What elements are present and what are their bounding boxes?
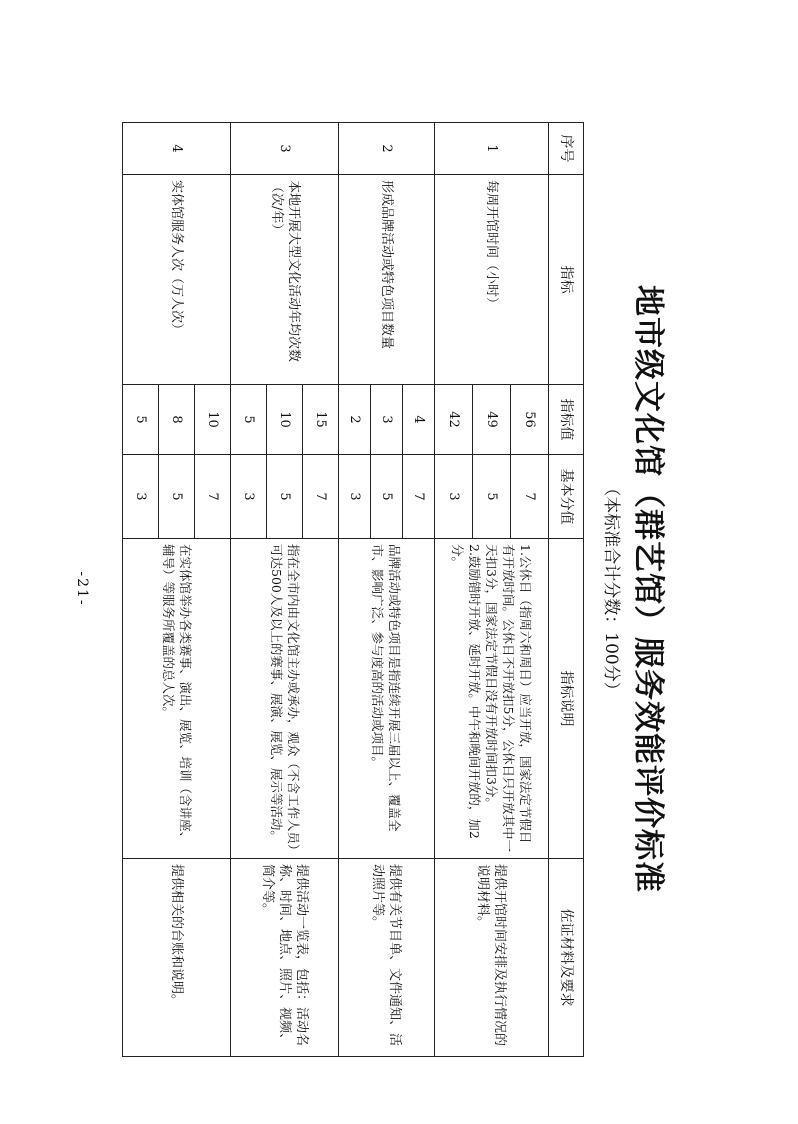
cell-value: 5 (123, 385, 159, 455)
cell-evidence: 提供有关节目单、文件通知、活动照片等。 (339, 859, 434, 1057)
table-row (510, 123, 548, 1057)
cell-score: 7 (402, 455, 434, 539)
cell-description: 品牌活动或特色项目是指连续开展三届以上、覆盖全市、影响广泛、参与度高的活动或项目。 (339, 539, 434, 859)
cell-score: 3 (339, 455, 371, 539)
header-target-value: 指标值 (549, 385, 584, 455)
cell-seq: 2 (339, 123, 434, 175)
cell-value: 8 (159, 385, 195, 455)
cell-score: 3 (434, 455, 472, 539)
cell-evidence: 提供活动一览表，包括：活动名称、时间、地点、照片、视频、简介等。 (231, 859, 339, 1057)
cell-seq: 4 (123, 123, 231, 175)
cell-value: 10 (195, 385, 231, 455)
header-seq: 序号 (549, 123, 584, 175)
cell-score: 7 (303, 455, 339, 539)
table-row (303, 123, 339, 1057)
cell-evidence: 提供相关的台账和说明。 (123, 859, 231, 1057)
table-row (402, 123, 434, 1057)
cell-indicator: 每周开馆时间（小时） (434, 175, 548, 385)
cell-score: 5 (159, 455, 195, 539)
cell-indicator: 形成品牌活动或特色项目数量 (339, 175, 434, 385)
cell-score: 3 (123, 455, 159, 539)
page-number: -21- (74, 571, 90, 607)
cell-score: 7 (510, 455, 548, 539)
rotated-page (64, 122, 668, 1056)
cell-value: 5 (231, 385, 267, 455)
cell-value: 3 (371, 385, 403, 455)
evaluation-table-wrap (122, 122, 584, 1056)
cell-description: 在实体馆举办各类赛事、演出、展览、培训（含讲座、辅导）等服务所覆盖的总人次。 (123, 539, 231, 859)
cell-indicator: 本地开展大型文化活动年均次数（次/年） (231, 175, 339, 385)
cell-seq: 3 (231, 123, 339, 175)
cell-score: 5 (472, 455, 510, 539)
cell-value: 42 (434, 385, 472, 455)
cell-value: 15 (303, 385, 339, 455)
cell-indicator: 实体馆服务人次（万人次） (123, 175, 231, 385)
cell-value: 4 (402, 385, 434, 455)
cell-evidence: 提供开馆时间安排及执行情况的说明材料。 (434, 859, 548, 1057)
header-evidence: 佐证材料及要求 (549, 859, 584, 1057)
cell-value: 56 (510, 385, 548, 455)
cell-value: 49 (472, 385, 510, 455)
cell-description: 1.公休日（指周六和周日）应当开放，国家法定节假日有开放时间。公休日不开放扣5分，公休日只开放其中一天扣3分，国家法定节假日没有开放时间扣3分。 2.鼓励错时开放、延时开放。中午和晚间开放的，加2分。 (434, 539, 548, 859)
cell-value: 2 (339, 385, 371, 455)
header-description: 指标说明 (549, 539, 584, 859)
header-indicator: 指标 (549, 175, 584, 385)
cell-score: 5 (267, 455, 303, 539)
page-title: 地市级文化馆（群艺馆）服务效能评价标准 (630, 285, 666, 893)
evaluation-table (122, 122, 584, 1057)
page-subtitle: （本标准合计分数：100分） (601, 479, 621, 699)
header-base-score: 基本分值 (549, 455, 584, 539)
table-row (195, 123, 231, 1057)
table-header-row (549, 123, 584, 1057)
cell-score: 5 (371, 455, 403, 539)
cell-score: 7 (195, 455, 231, 539)
cell-value: 10 (267, 385, 303, 455)
cell-seq: 1 (434, 123, 548, 175)
cell-description: 指在全市内由文化馆主办或承办，观众（不含工作人员）可达500人及以上的赛事、展演、展览、展示等活动。 (231, 539, 339, 859)
cell-score: 3 (231, 455, 267, 539)
